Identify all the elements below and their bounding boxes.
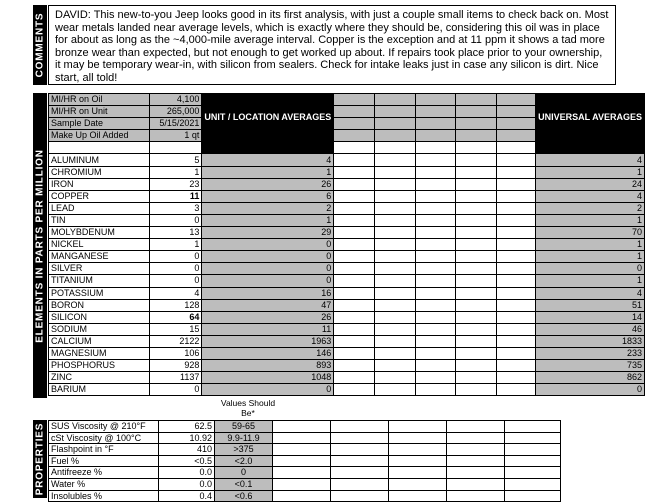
values-should-be-header: Values Should Be* (220, 398, 276, 418)
element-name: ALUMINUM (49, 154, 150, 166)
element-row (49, 372, 645, 384)
element-universal-average: 2 (536, 202, 645, 214)
element-row (49, 323, 645, 335)
properties-label (33, 420, 47, 498)
property-name: Fuel % (49, 455, 159, 467)
element-name: MANGANESE (49, 251, 150, 263)
property-value: 410 (159, 444, 215, 456)
element-unit-average: 29 (202, 227, 334, 239)
element-universal-average: 46 (536, 323, 645, 335)
element-unit-average: 1048 (202, 372, 334, 384)
element-name: COPPER (49, 190, 150, 202)
element-value: 2122 (150, 335, 202, 347)
element-value: 4 (150, 287, 202, 299)
element-value: 0 (150, 275, 202, 287)
element-value: 1 (150, 239, 202, 251)
elements-label-text: ELEMENTS IN PARTS PER MILLION (34, 148, 46, 343)
element-unit-average: 146 (202, 347, 334, 359)
element-unit-average: 0 (202, 263, 334, 275)
element-name: ZINC (49, 372, 150, 384)
property-row (49, 444, 561, 456)
property-should-be: <0.1 (215, 478, 273, 490)
element-universal-average: 14 (536, 311, 645, 323)
element-row (49, 287, 645, 299)
element-name: BARIUM (49, 384, 150, 396)
property-row (49, 478, 561, 490)
elements-table (48, 93, 645, 396)
element-universal-average: 233 (536, 347, 645, 359)
info-label: MI/HR on Unit (49, 106, 150, 118)
element-row (49, 384, 645, 396)
property-value: 0.0 (159, 478, 215, 490)
property-name: Antifreeze % (49, 467, 159, 479)
element-name: TITANIUM (49, 275, 150, 287)
element-row (49, 263, 645, 275)
element-name: MAGNESIUM (49, 347, 150, 359)
element-universal-average: 1833 (536, 335, 645, 347)
property-should-be: <2.0 (215, 455, 273, 467)
info-label: Make Up Oil Added (49, 130, 150, 142)
element-universal-average: 4 (536, 154, 645, 166)
info-value: 265,000 (150, 106, 202, 118)
property-name: cSt Viscosity @ 100°C (49, 432, 159, 444)
info-value: 5/15/2021 (150, 118, 202, 130)
property-name: Insolubles % (49, 490, 159, 502)
element-value: 13 (150, 227, 202, 239)
element-universal-average: 24 (536, 178, 645, 190)
property-value: 0.0 (159, 467, 215, 479)
element-universal-average: 51 (536, 299, 645, 311)
info-label: Sample Date (49, 118, 150, 130)
info-value: 1 qt (150, 130, 202, 142)
element-unit-average: 16 (202, 287, 334, 299)
element-unit-average: 0 (202, 251, 334, 263)
element-name: CALCIUM (49, 335, 150, 347)
element-universal-average: 4 (536, 190, 645, 202)
element-universal-average: 1 (536, 214, 645, 226)
properties-table (48, 420, 561, 502)
element-row (49, 227, 645, 239)
property-row (49, 432, 561, 444)
element-universal-average: 70 (536, 227, 645, 239)
element-universal-average: 862 (536, 372, 645, 384)
unit-location-header: UNIT / LOCATION AVERAGES (202, 94, 334, 142)
element-universal-average: 1 (536, 251, 645, 263)
property-name: Water % (49, 478, 159, 490)
element-unit-average: 2 (202, 202, 334, 214)
element-row (49, 202, 645, 214)
element-name: SILICON (49, 311, 150, 323)
comments-box (48, 5, 616, 85)
element-universal-average: 1 (536, 166, 645, 178)
element-value: 15 (150, 323, 202, 335)
spacer-row (49, 142, 645, 154)
element-value: 0 (150, 214, 202, 226)
element-value: 64 (150, 311, 202, 323)
element-row (49, 347, 645, 359)
element-unit-average: 6 (202, 190, 334, 202)
element-unit-average: 11 (202, 323, 334, 335)
element-row (49, 360, 645, 372)
element-value: 23 (150, 178, 202, 190)
property-row (49, 421, 561, 433)
property-value: <0.5 (159, 455, 215, 467)
info-row (49, 94, 645, 106)
element-name: SILVER (49, 263, 150, 275)
element-value: 1 (150, 166, 202, 178)
property-should-be: <0.6 (215, 490, 273, 502)
element-unit-average: 0 (202, 239, 334, 251)
element-name: IRON (49, 178, 150, 190)
element-universal-average: 0 (536, 384, 645, 396)
element-name: CHROMIUM (49, 166, 150, 178)
property-should-be: 59-65 (215, 421, 273, 433)
property-row (49, 490, 561, 502)
element-universal-average: 1 (536, 239, 645, 251)
element-unit-average: 1 (202, 166, 334, 178)
element-name: LEAD (49, 202, 150, 214)
property-name: Flashpoint in °F (49, 444, 159, 456)
element-name: SODIUM (49, 323, 150, 335)
element-name: MOLYBDENUM (49, 227, 150, 239)
element-value: 106 (150, 347, 202, 359)
element-value: 0 (150, 263, 202, 275)
element-name: TIN (49, 214, 150, 226)
element-universal-average: 1 (536, 275, 645, 287)
property-value: 0.4 (159, 490, 215, 502)
property-name: SUS Viscosity @ 210°F (49, 421, 159, 433)
element-value: 5 (150, 154, 202, 166)
comments-label-text: COMMENTS (34, 12, 46, 78)
element-unit-average: 4 (202, 154, 334, 166)
property-row (49, 467, 561, 479)
element-value: 1137 (150, 372, 202, 384)
element-row (49, 190, 645, 202)
element-name: NICKEL (49, 239, 150, 251)
property-row (49, 455, 561, 467)
property-value: 62.5 (159, 421, 215, 433)
element-name: PHOSPHORUS (49, 360, 150, 372)
element-unit-average: 1 (202, 214, 334, 226)
property-should-be: 9.9-11.9 (215, 432, 273, 444)
element-row (49, 299, 645, 311)
element-row (49, 239, 645, 251)
property-should-be: 0 (215, 467, 273, 479)
element-row (49, 311, 645, 323)
element-universal-average: 0 (536, 263, 645, 275)
property-should-be: >375 (215, 444, 273, 456)
element-unit-average: 26 (202, 178, 334, 190)
element-unit-average: 0 (202, 384, 334, 396)
element-name: POTASSIUM (49, 287, 150, 299)
element-unit-average: 1963 (202, 335, 334, 347)
element-row (49, 275, 645, 287)
element-value: 128 (150, 299, 202, 311)
element-universal-average: 4 (536, 287, 645, 299)
element-row (49, 214, 645, 226)
element-row (49, 166, 645, 178)
element-row (49, 178, 645, 190)
element-row (49, 154, 645, 166)
element-row (49, 335, 645, 347)
element-unit-average: 26 (202, 311, 334, 323)
element-value: 11 (150, 190, 202, 202)
element-universal-average: 735 (536, 360, 645, 372)
element-value: 0 (150, 384, 202, 396)
element-value: 928 (150, 360, 202, 372)
element-unit-average: 47 (202, 299, 334, 311)
element-unit-average: 893 (202, 360, 334, 372)
element-value: 0 (150, 251, 202, 263)
element-value: 3 (150, 202, 202, 214)
info-label: MI/HR on Oil (49, 94, 150, 106)
comments-text: DAVID: This new-to-you Jeep looks good in its first analysis, with just a couple small items to check back on. Most wear metals landed near average levels, which is exactly where they should be, considering this oil was in place for about as long as the ~4,000-mile average interval. Copper is the exception and at 11 ppm it shows a tad more bronze wear than expected, but not enough to get worked up about. If repairs took place prior to your ownership, it may be temporary wear-in, with silicon from sealers. Check for intake leaks just in case any silicon is dirt. Nice start, all told! (55, 9, 609, 84)
property-value: 10.92 (159, 432, 215, 444)
universal-header: UNIVERSAL AVERAGES (536, 94, 645, 142)
comments-label (33, 5, 47, 85)
elements-label (33, 93, 47, 398)
element-unit-average: 0 (202, 275, 334, 287)
info-value: 4,100 (150, 94, 202, 106)
element-name: BORON (49, 299, 150, 311)
properties-label-text: PROPERTIES (34, 422, 46, 496)
element-row (49, 251, 645, 263)
